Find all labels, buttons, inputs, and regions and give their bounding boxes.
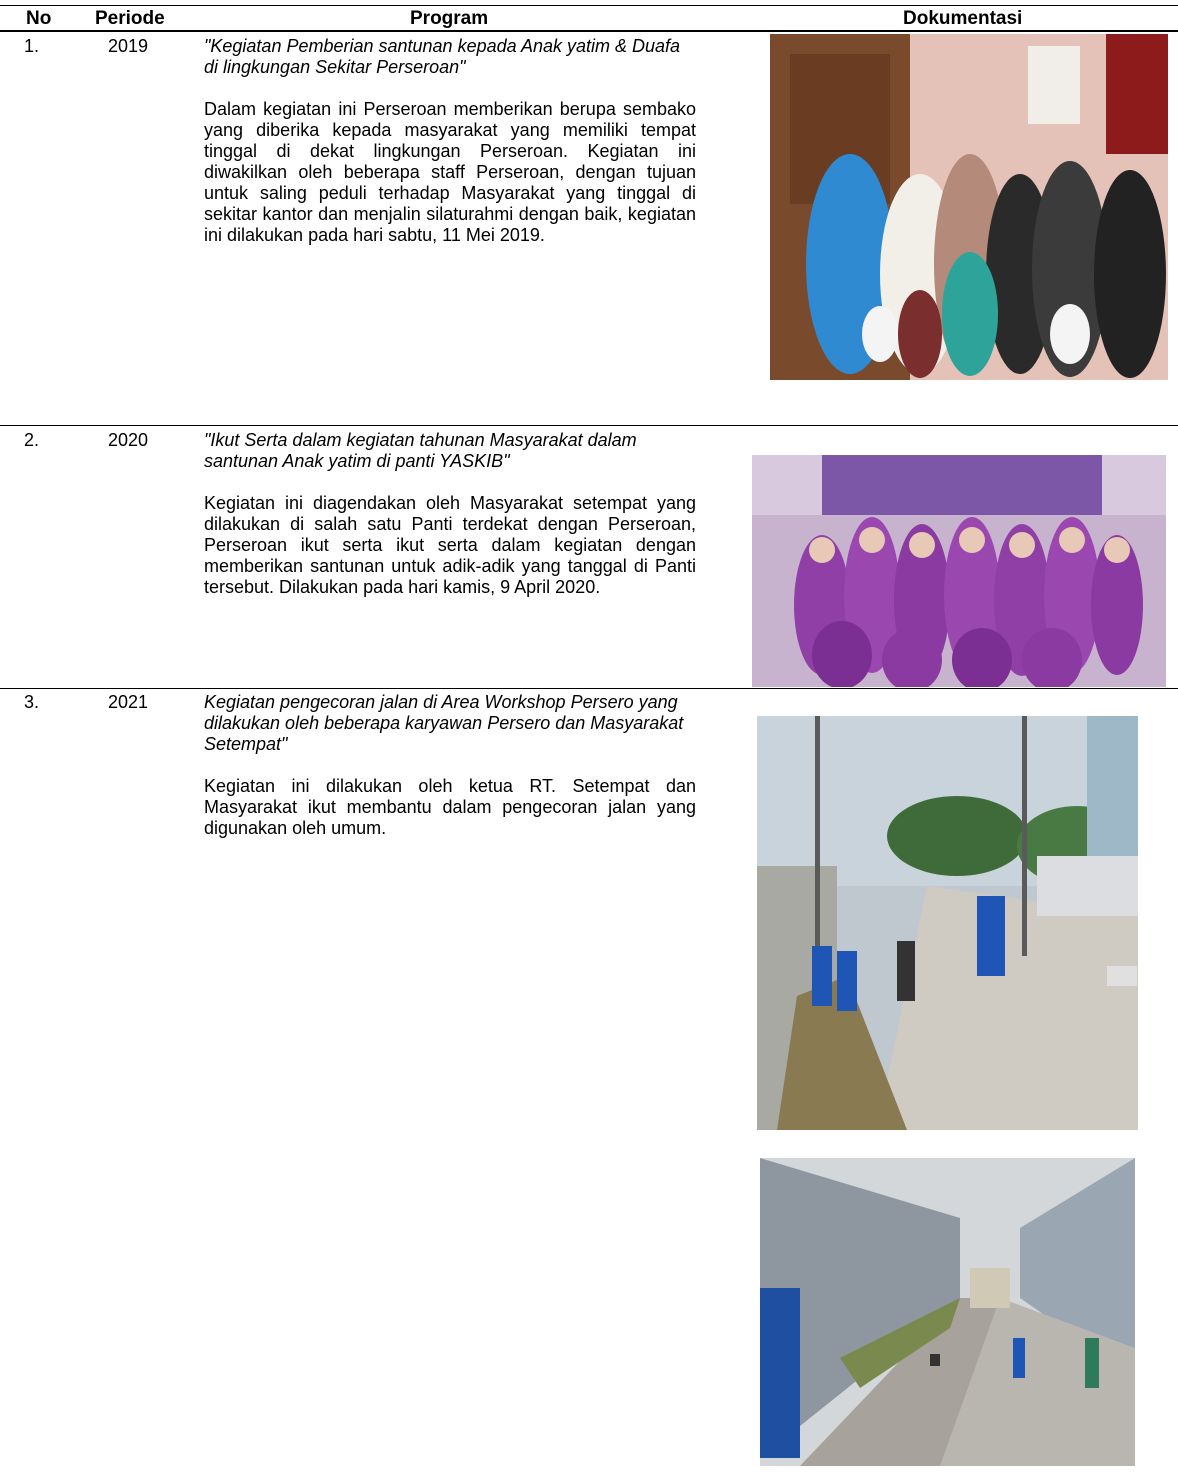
row-divider-1	[0, 425, 1178, 426]
header-no: No	[26, 8, 52, 29]
row-1-program-description: Dalam kegiatan ini Perseroan memberikan berupa sembako yang diberika kepada masyarakat yang memiliki tempat tinggal di dekat lingkungan Perseroan. Kegiatan ini diwakilkan oleh beberapa staff Perseroan, dengan tujuan untuk saling peduli terhadap Masyarakat yang tinggal di sekitar kantor dan menjalin silaturahmi dengan baik, kegiatan ini dilakukan pada hari sabtu, 11 Mei 2019.	[204, 99, 696, 245]
row-1-program-title: "Kegiatan Pemberian santunan kepada Anak yatim & Duafa di lingkungan Sekitar Perseroan"	[204, 36, 681, 77]
row-2-no: 2.	[24, 430, 40, 450]
row-3-program-title: Kegiatan pengecoran jalan di Area Workshop Persero yang dilakukan oleh beberapa karyawan Persero dan Masyarakat Setempat"	[204, 692, 684, 754]
row-1-periode: 2019	[108, 36, 149, 56]
table-top-rule	[0, 5, 1178, 6]
row-1-documentation-photo	[770, 34, 1168, 380]
header-program: Program	[410, 8, 489, 29]
row-2-program	[204, 430, 696, 598]
row-3-program-description: Kegiatan ini dilakukan oleh ketua RT. Setempat dan Masyarakat ikut membantu dalam pengecoran jalan yang digunakan oleh umum.	[204, 776, 696, 838]
row-2-documentation-photo	[752, 455, 1166, 687]
row-3-documentation-photo-1	[757, 716, 1138, 1130]
row-3-program	[204, 692, 696, 839]
row-3-documentation-photo-2	[760, 1158, 1135, 1466]
row-1-program	[204, 36, 696, 246]
row-3-no: 3.	[24, 692, 40, 712]
row-2-program-description: Kegiatan ini diagendakan oleh Masyarakat setempat yang dilakukan di salah satu Panti terdekat dengan Perseroan, Perseroan ikut serta ikut serta dalam kegiatan dengan memberikan santunan untuk adik-adik yang tanggal di Panti tersebut. Dilakukan pada hari kamis, 9 April 2020.	[204, 493, 696, 597]
row-2-periode: 2020	[108, 430, 149, 450]
header-bottom-rule	[0, 30, 1178, 32]
header-dokumentasi: Dokumentasi	[903, 8, 1023, 29]
row-divider-2	[0, 688, 1178, 689]
row-2-program-title: "Ikut Serta dalam kegiatan tahunan Masyarakat dalam santunan Anak yatim di panti YASKIB"	[204, 430, 637, 471]
row-3-periode: 2021	[108, 692, 149, 712]
row-1-no: 1.	[24, 36, 40, 56]
header-periode: Periode	[95, 8, 165, 29]
